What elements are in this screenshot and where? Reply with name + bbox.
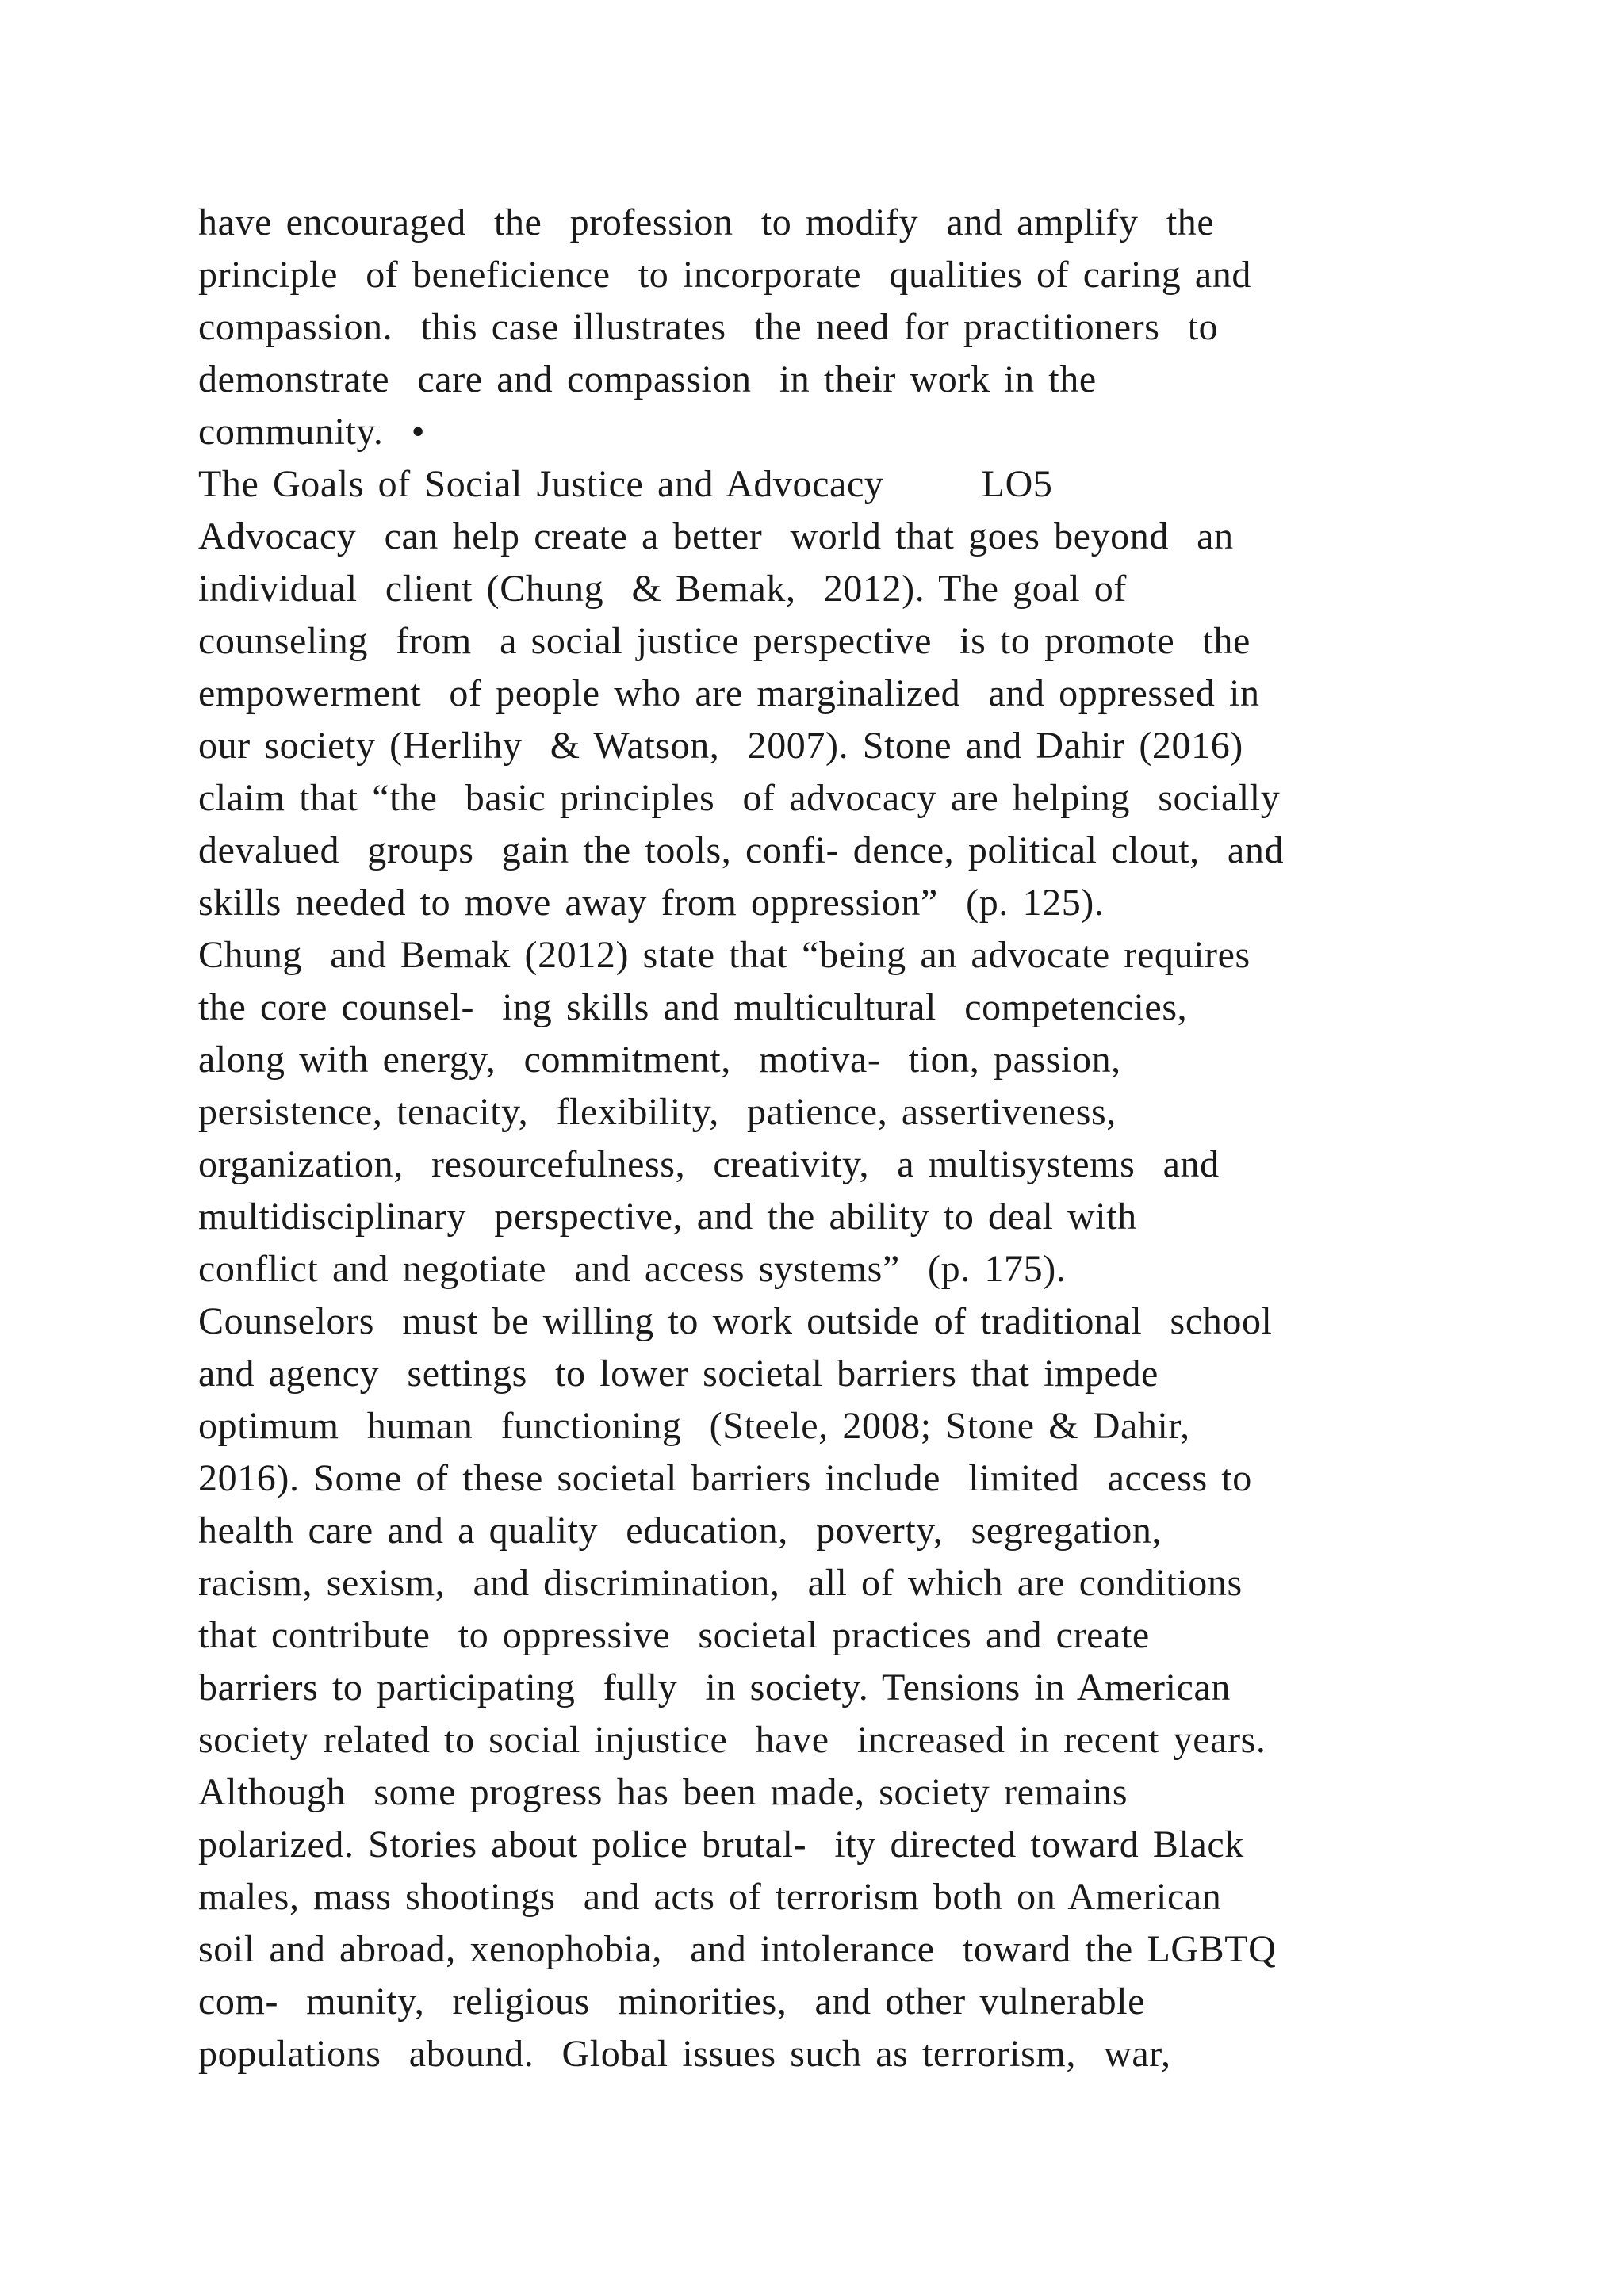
text-line: conflict and negotiate and access systems” (p. 175). bbox=[198, 1248, 1067, 1290]
text-line: empowerment of people who are marginalized and oppressed in bbox=[198, 672, 1260, 714]
text-line: 2016). Some of these societal barriers include limited access to bbox=[198, 1457, 1252, 1499]
text-line: and agency settings to lower societal barriers that impede bbox=[198, 1353, 1159, 1395]
text-line: the core counsel- ing skills and multicultural competencies, bbox=[198, 986, 1188, 1028]
text-line: Counselors must be willing to work outside of traditional school bbox=[198, 1300, 1273, 1342]
text-line: demonstrate care and compassion in their work in the bbox=[198, 358, 1097, 400]
text-line: Chung and Bemak (2012) state that “being an advocate requires bbox=[198, 934, 1251, 976]
text-line: racism, sexism, and discrimination, all of which are conditions bbox=[198, 1562, 1243, 1604]
text-line: males, mass shootings and acts of terrorism both on American bbox=[198, 1876, 1222, 1918]
text-line: compassion. this case illustrates the need for practitioners to bbox=[198, 306, 1219, 348]
section-heading: The Goals of Social Justice and Advocacy LO5 bbox=[198, 463, 1053, 505]
text-line: community. • bbox=[198, 411, 426, 453]
text-line: principle of beneficience to incorporate qualities of caring and bbox=[198, 254, 1252, 296]
text-line: multidisciplinary perspective, and the ability to deal with bbox=[198, 1196, 1137, 1238]
text-line: that contribute to oppressive societal practices and create bbox=[198, 1614, 1150, 1656]
text-line: have encouraged the profession to modify and amplify the bbox=[198, 201, 1215, 243]
text-line: Advocacy can help create a better world that goes beyond an bbox=[198, 515, 1234, 557]
text-line: persistence, tenacity, flexibility, patience, assertiveness, bbox=[198, 1091, 1116, 1133]
text-line: soil and abroad, xenophobia, and intolerance toward the LGBTQ bbox=[198, 1928, 1277, 1970]
text-line: com- munity, religious minorities, and other vulnerable bbox=[198, 1980, 1146, 2022]
text-line: counseling from a social justice perspective is to promote the bbox=[198, 620, 1251, 662]
text-line: skills needed to move away from oppression” (p. 125). bbox=[198, 882, 1105, 924]
text-line: barriers to participating fully in society. Tensions in American bbox=[198, 1667, 1231, 1709]
text-line: devalued groups gain the tools, confi- dence, political clout, and bbox=[198, 829, 1285, 871]
body-text bbox=[198, 197, 1507, 2080]
text-line: individual client (Chung & Bemak, 2012). The goal of bbox=[198, 568, 1127, 610]
text-line: along with energy, commitment, motiva- tion, passion, bbox=[198, 1039, 1121, 1081]
text-line: claim that “the basic principles of advocacy are helping socially bbox=[198, 777, 1281, 819]
text-line: optimum human functioning (Steele, 2008; Stone & Dahir, bbox=[198, 1405, 1190, 1447]
text-line: Although some progress has been made, society remains bbox=[198, 1771, 1128, 1813]
text-line: polarized. Stories about police brutal- ity directed toward Black bbox=[198, 1823, 1244, 1866]
text-line: society related to social injustice have increased in recent years. bbox=[198, 1719, 1266, 1761]
text-line: populations abound. Global issues such as terrorism, war, bbox=[198, 2033, 1171, 2075]
text-line: health care and a quality education, poverty, segregation, bbox=[198, 1510, 1162, 1552]
text-line: our society (Herlihy & Watson, 2007). Stone and Dahir (2016) bbox=[198, 725, 1243, 767]
text-line: organization, resourcefulness, creativity, a multisystems and bbox=[198, 1143, 1220, 1185]
